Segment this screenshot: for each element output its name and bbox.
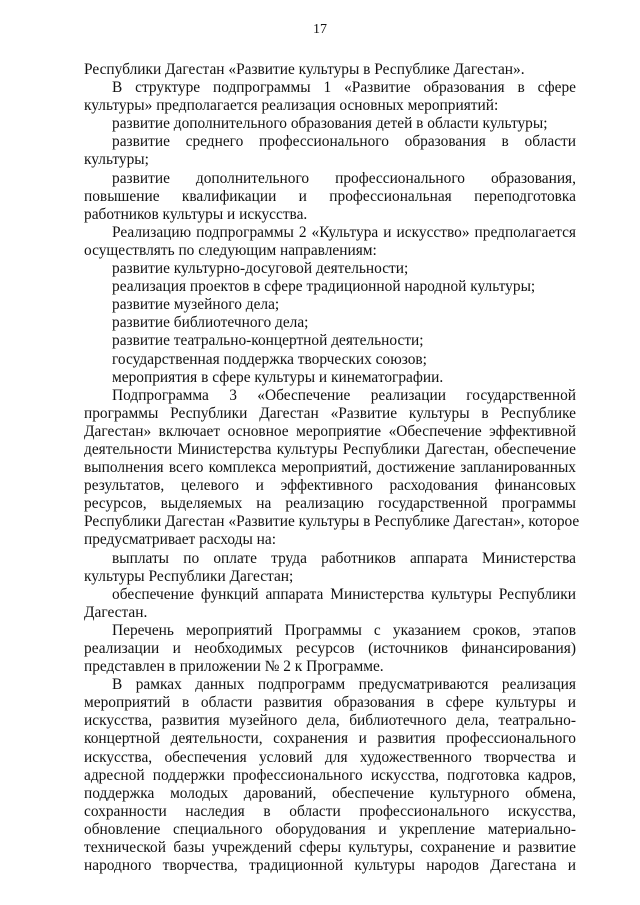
text-line: Республики Дагестан «Развитие культуры в Республике Дагестан». [84, 61, 525, 78]
text-line: Реализацию подпрограммы 2 «Культура и искусство» предполагается [112, 223, 576, 241]
text-line: результатов, целевого и эффективного расходования финансовых [84, 477, 576, 495]
text-line: представлен в приложении № 2 к Программе. [84, 658, 384, 676]
text-line: работников культуры и искусства. [84, 205, 308, 223]
text-line: повышение квалификации и профессиональная переподготовка [84, 187, 576, 205]
text-line: культуры Республики Дагестан; [84, 567, 294, 585]
text-line: народного творчества, традиционной культуры народов Дагестана и [84, 857, 576, 875]
text-line: государственная поддержка творческих союзов; [112, 350, 427, 368]
body-text [84, 61, 580, 875]
text-line: искусства, обеспечения условий для художественного творчества и [84, 748, 576, 766]
text-line: Республики Дагестан «Развитие культуры в Республике Дагестан», которое [84, 513, 580, 531]
text-line: развитие театрально-концертной деятельности; [112, 332, 424, 350]
text-line: развитие музейного дела; [112, 296, 280, 314]
text-line: культуры» предполагается реализация основных мероприятий: [84, 97, 499, 115]
text-line: Перечень мероприятий Программы с указанием сроков, этапов [112, 621, 576, 639]
text-line: реализация проектов в сфере традиционной народной культуры; [112, 278, 536, 296]
text-line: развитие культурно-досуговой деятельности; [112, 260, 409, 278]
text-line: мероприятий в области развития образования в сфере культуры и [84, 694, 576, 712]
text-line: развитие дополнительного образования детей в области культуры; [112, 115, 548, 133]
text-line: поддержка молодых дарований, обеспечение культурного обмена, [84, 784, 576, 802]
text-line: сохранности наследия в области профессионального искусства, [84, 802, 576, 820]
text-line: технической базы учреждений сферы культуры, сохранение и развитие [84, 839, 576, 857]
text-line: В рамках данных подпрограмм предусматриваются реализация [112, 676, 576, 694]
text-line: развитие дополнительного профессионального образования, [112, 169, 576, 187]
text-line: ресурсов, выделяемых на реализацию государственной программы [84, 495, 576, 513]
text-line: выполнения всего комплекса мероприятий, достижение запланированных [84, 459, 576, 477]
text-line: деятельности Министерства культуры Республики Дагестан, обеспечение [84, 440, 576, 458]
text-line: обеспечение функций аппарата Министерства культуры Республики [112, 585, 576, 603]
text-line: развитие среднего профессионального образования в области [112, 133, 576, 151]
text-line: концертной деятельности, сохранения и развития профессионального [84, 730, 576, 748]
text-line: развитие библиотечного дела; [112, 314, 309, 332]
text-line: выплаты по оплате труда работников аппарата Министерства [112, 549, 576, 567]
text-line: осуществлять по следующим направлениям: [84, 241, 377, 259]
page-number: 17 [313, 22, 327, 37]
text-line: программы Республики Дагестан «Развитие культуры в Республике [84, 404, 576, 422]
text-line: Дагестан» включает основное мероприятие «Обеспечение эффективной [84, 422, 576, 440]
text-line: искусства, развития музейного дела, библиотечного дела, театрально- [84, 712, 576, 730]
text-line: мероприятия в сфере культуры и кинематографии. [112, 368, 444, 386]
text-line: Дагестан. [84, 603, 148, 621]
text-line: Подпрограмма 3 «Обеспечение реализации государственной [112, 386, 576, 404]
text-line: адресной поддержки профессионального искусства, подготовка кадров, [84, 766, 576, 784]
text-line: реализации и необходимых ресурсов (источников финансирования) [84, 640, 576, 657]
text-line: обновление специального оборудования и укрепление материально- [84, 820, 576, 838]
text-line: В структуре подпрограммы 1 «Развитие образования в сфере [112, 79, 576, 97]
text-line: культуры; [84, 151, 149, 169]
text-line: предусматривает расходы на: [84, 531, 277, 549]
